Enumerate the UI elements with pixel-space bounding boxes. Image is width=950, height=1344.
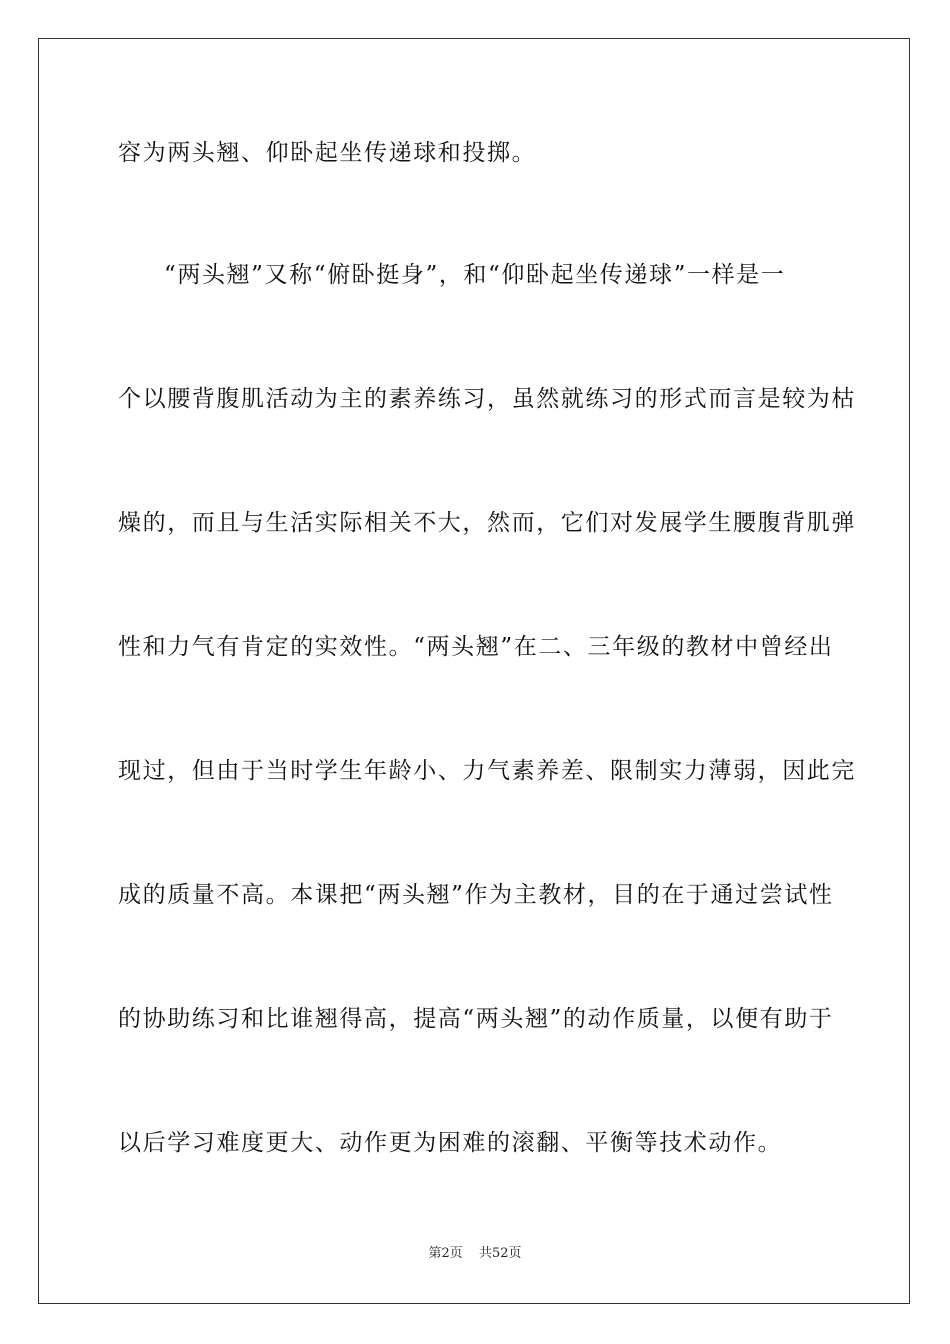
text-line-3: 个以腰背腹肌活动为主的素养练习，虽然就练习的形式而言是较为枯 [118, 386, 856, 412]
page-total: 共52页 [478, 1246, 522, 1261]
page-number: 第2页 [428, 1246, 463, 1261]
text-line-8: 的协助练习和比谁翘得高，提高“两头翘”的动作质量，以便有助于 [118, 1006, 834, 1032]
text-line-4: 燥的，而且与生活实际相关不大，然而，它们对发展学生腰腹背肌弹 [118, 510, 856, 536]
text-line-9: 以后学习难度更大、动作更为困难的滚翻、平衡等技术动作。 [118, 1130, 783, 1156]
text-line-6: 现过，但由于当时学生年龄小、力气素养差、限制实力薄弱，因此完 [118, 758, 856, 784]
text-line-1: 容为两头翘、仰卧起坐传递球和投掷。 [118, 140, 537, 166]
text-line-5: 性和力气有肯定的实效性。“两头翘”在二、三年级的教材中曾经出 [118, 634, 834, 660]
text-line-2: “两头翘”又称“俯卧挺身”，和“仰卧起坐传递球”一样是一 [164, 262, 786, 288]
page-border [38, 38, 910, 1304]
page-footer [0, 1242, 950, 1261]
text-line-7: 成的质量不高。本课把“两头翘”作为主教材，目的在于通过尝试性 [118, 882, 834, 908]
